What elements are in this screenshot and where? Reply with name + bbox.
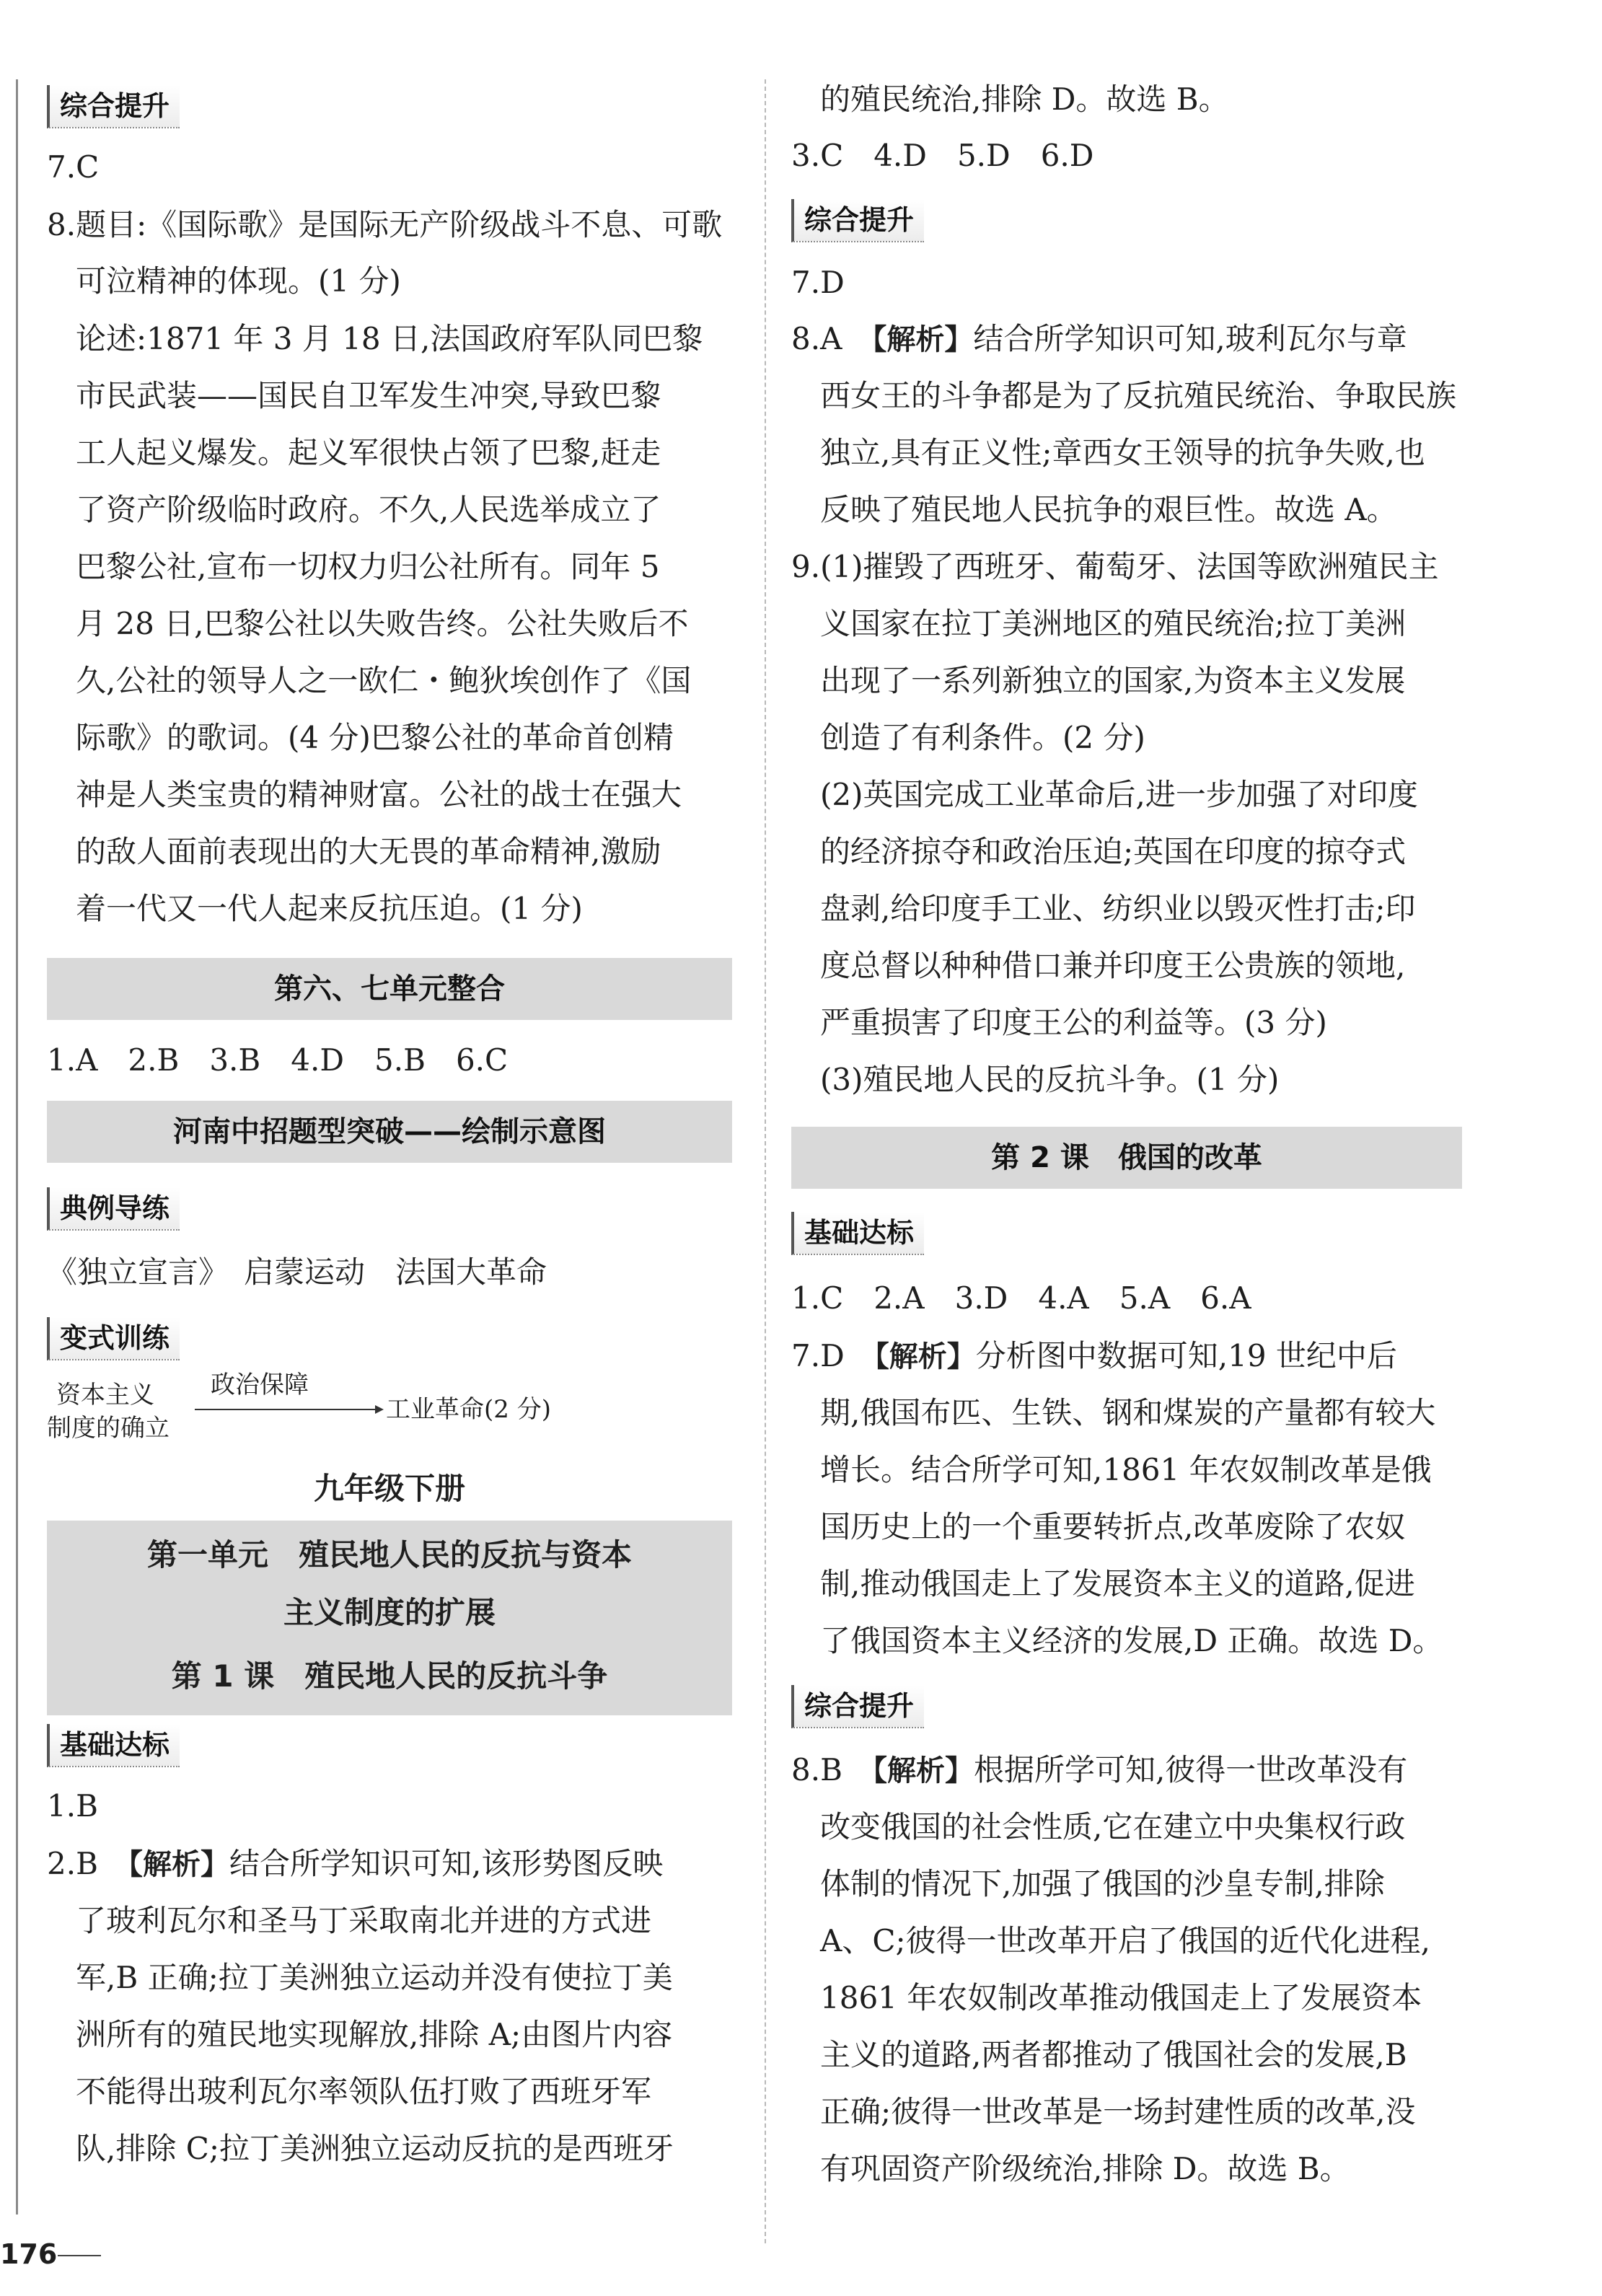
answer-q2-line: 军,B 正确;拉丁美洲独立运动并没有使拉丁美 — [76, 1960, 673, 1995]
jiexi-tag: 【解析】 — [874, 1340, 976, 1373]
lesson1-title: 第 1 课 殖民地人民的反抗斗争 — [171, 1658, 608, 1694]
answer-q8b-line: 主义的道路,两者都推动了俄国社会的发展,B — [820, 2037, 1407, 2072]
answer-q8-line: 工人起义爆发。起义军很快占领了巴黎,赶走 — [76, 435, 661, 470]
answer-q7-number: 7.D — [791, 1338, 845, 1373]
page-number-rule — [58, 2255, 101, 2256]
diagram-box-left-line2: 制度的确立 — [47, 1414, 170, 1443]
answer-q2-line: 洲所有的殖民地实现解放,排除 A;由图片内容 — [76, 2017, 673, 2052]
answer-q9-line: 创造了有利条件。(2 分) — [820, 720, 1145, 755]
answers-1-6: 1.C 2.A 3.D 4.A 5.A 6.A — [791, 1280, 1251, 1316]
right-arrow-icon — [195, 1402, 384, 1417]
answer-q8-line: 西女王的斗争都是为了反抗殖民统治、争取民族 — [820, 378, 1457, 413]
answer-q8b-text: 根据所学可知,彼得一世改革没有 — [973, 1752, 1408, 1787]
answer-q8b-line: 正确;彼得一世改革是一场封建性质的改革,没 — [820, 2094, 1416, 2129]
answer-q9-line: (2)英国完成工业革命后,进一步加强了对印度 — [820, 777, 1418, 812]
diagram-box-left-line1: 资本主义 — [56, 1381, 154, 1409]
answer-q8-line: 8.题目:《国际歌》是国际无产阶级战斗不息、可歌 — [47, 207, 723, 242]
answer-q8-line: 着一代又一代人起来反抗压迫。(1 分) — [76, 891, 583, 926]
answer-q8b-line: 体制的情况下,加强了俄国的沙皇专制,排除 — [820, 1866, 1385, 1901]
answer-q8-text: 结合所学知识可知,玻利瓦尔与章 — [973, 321, 1407, 356]
answer-q2-line: 不能得出玻利瓦尔率领队伍打败了西班牙军 — [76, 2074, 652, 2109]
answer-q2-continued: 的殖民统治,排除 D。故选 B。 — [820, 82, 1229, 117]
answer-q9-line: 盘剥,给印度手工业、纺织业以毁灭性打击;印 — [820, 891, 1416, 926]
section-badge-dianli: 典例导练 — [47, 1187, 180, 1231]
answer-q8-number: 8.A — [791, 321, 842, 356]
answer-q8b-number: 8.B — [791, 1752, 842, 1787]
jiexi-tag: 【解析】 — [872, 323, 974, 356]
answer-q9-line: 义国家在拉丁美洲地区的殖民统治;拉丁美洲 — [820, 606, 1407, 641]
answer-q2-line: 了玻利瓦尔和圣马丁采取南北并进的方式进 — [76, 1903, 652, 1938]
answer-q8-line: 久,公社的领导人之一欧仁・鲍狄埃创作了《国 — [76, 663, 692, 698]
answer-q8b-line: 有巩固资产阶级统治,排除 D。故选 B。 — [820, 2151, 1350, 2186]
answer-q7: 7.D — [791, 265, 845, 300]
answer-q9-line: 出现了一系列新独立的国家,为资本主义发展 — [820, 663, 1406, 698]
unit-banner-6-7: 第六、七单元整合 — [47, 958, 732, 1020]
answer-q8-line: 独立,具有正义性;章西女王领导的抗争失败,也 — [820, 435, 1425, 470]
answer-q8-line: 神是人类宝贵的精神财富。公社的战士在强大 — [76, 777, 682, 812]
answer-q8-line: 论述:1871 年 3 月 18 日,法国政府军队同巴黎 — [76, 321, 703, 356]
answer-q8-line: 巴黎公社,宣布一切权力归公社所有。同年 5 — [76, 549, 660, 584]
answers-3-6: 3.C 4.D 5.D 6.D — [791, 138, 1094, 173]
answer-q9-line: 9.(1)摧毁了西班牙、葡萄牙、法国等欧洲殖民主 — [791, 549, 1439, 584]
answer-q9-line: 的经济掠夺和政治压迫;英国在印度的掠夺式 — [820, 834, 1407, 869]
answer-q8-line: 市民武装——国民自卫军发生冲突,导致巴黎 — [76, 378, 661, 413]
section-badge-jichu: 基础达标 — [47, 1724, 180, 1767]
answer-q8-line: 可泣精神的体现。(1 分) — [76, 263, 401, 299]
section-badge-zonghe: 综合提升 — [791, 1685, 924, 1728]
answer-q7-text: 分析图中数据可知,19 世纪中后 — [975, 1338, 1397, 1373]
answer-q7-line: 制,推动俄国走上了发展资本主义的道路,促进 — [820, 1566, 1415, 1601]
answer-q8-line: 了资产阶级临时政府。不久,人民选举成立了 — [76, 492, 661, 527]
answer-q8b-line — [791, 1749, 1407, 1793]
answer-q7-line: 国历史上的一个重要转折点,改革废除了农奴 — [820, 1509, 1406, 1544]
left-margin-rule — [16, 79, 18, 2214]
section-badge-jichu: 基础达标 — [791, 1212, 924, 1255]
grade-title: 九年级下册 — [313, 1471, 465, 1506]
lesson2-banner: 第 2 课 俄国的改革 — [791, 1127, 1462, 1189]
answer-q7-line: 增长。结合所学可知,1861 年农奴制改革是俄 — [820, 1452, 1432, 1487]
answer-q9-line: 严重损害了印度王公的利益等。(3 分) — [820, 1005, 1327, 1040]
section-badge-zonghe: 综合提升 — [791, 199, 924, 242]
dianli-answer: 《独立宣言》 启蒙运动 法国大革命 — [47, 1254, 547, 1290]
answer-q8-line: 的敌人面前表现出的大无畏的革命精神,激励 — [76, 834, 661, 869]
answers-1-6: 1.A 2.B 3.B 4.D 5.B 6.C — [47, 1042, 509, 1078]
unit1-banner — [47, 1521, 732, 1715]
answer-q7-line: 了俄国资本主义经济的发展,D 正确。故选 D。 — [820, 1623, 1443, 1658]
answer-q2-number: 2.B — [47, 1846, 98, 1881]
answer-q8b-line: A、C;彼得一世改革开启了俄国的近代化进程, — [820, 1923, 1430, 1958]
diagram-arrow-label: 政治保障 — [211, 1371, 309, 1399]
answer-q7-line: 期,俄国布匹、生铁、钢和煤炭的产量都有较大 — [820, 1395, 1436, 1430]
answer-q8-line — [791, 317, 1407, 361]
answer-q8-line: 反映了殖民地人民抗争的艰巨性。故选 A。 — [820, 492, 1397, 527]
answer-q9-line: (3)殖民地人民的反抗斗争。(1 分) — [820, 1062, 1280, 1097]
answer-q2-line — [47, 1842, 663, 1886]
answer-q1: 1.B — [47, 1788, 98, 1824]
jiexi-tag: 【解析】 — [128, 1848, 229, 1881]
answer-q2-text: 结合所学知识可知,该形势图反映 — [229, 1846, 664, 1881]
answer-q7: 7.C — [47, 149, 100, 185]
answer-q2-line: 队,排除 C;拉丁美洲独立运动反抗的是西班牙 — [76, 2131, 674, 2166]
diagram-box-right: 工业革命(2 分) — [386, 1395, 551, 1424]
unit1-title-line2: 主义制度的扩展 — [283, 1595, 496, 1630]
page-number: 176 — [0, 2238, 58, 2270]
answer-q8-line: 月 28 日,巴黎公社以失败告终。公社失败后不 — [76, 606, 689, 641]
answer-q8-line: 际歌》的歌词。(4 分)巴黎公社的革命首创精 — [76, 720, 674, 755]
column-divider — [765, 79, 766, 2243]
answer-q8b-line: 改变俄国的社会性质,它在建立中央集权行政 — [820, 1809, 1406, 1844]
jiexi-tag: 【解析】 — [872, 1754, 974, 1787]
banner-henan-zhongzhao: 河南中招题型突破——绘制示意图 — [47, 1101, 732, 1163]
answer-q7-line — [791, 1334, 1397, 1378]
answer-q9-line: 度总督以种种借口兼并印度王公贵族的领地, — [820, 948, 1406, 983]
answer-q8b-line: 1861 年农奴制改革推动俄国走上了发展资本 — [820, 1980, 1422, 2015]
section-badge-bianshi: 变式训练 — [47, 1317, 180, 1360]
section-badge-zonghe: 综合提升 — [47, 85, 180, 128]
unit1-title-line1: 第一单元 殖民地人民的反抗与资本 — [146, 1537, 632, 1573]
